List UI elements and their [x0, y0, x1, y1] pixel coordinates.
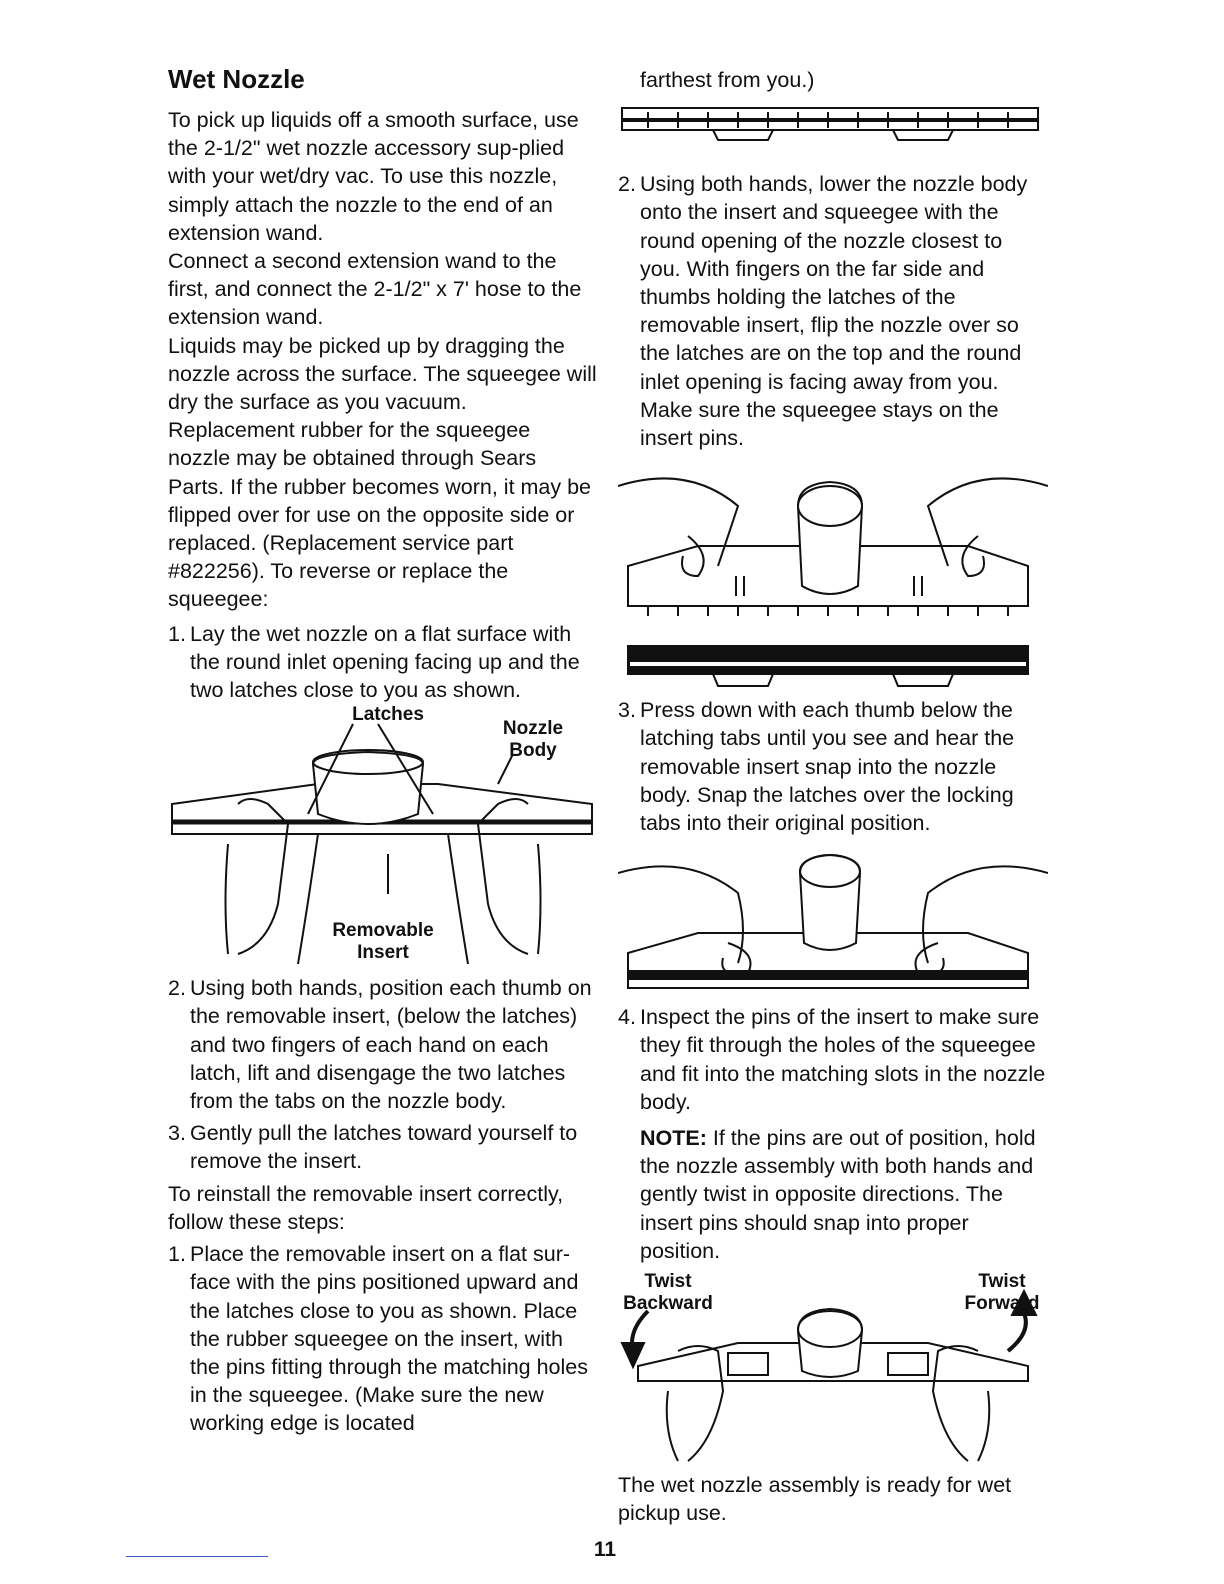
footer-rule: [126, 1556, 268, 1557]
figure-twist: [618, 1271, 1048, 1471]
note-paragraph: [618, 1124, 1048, 1265]
reinstall-step-3: 3. Press down with each thumb below the latching tabs until you see and hear the removable insert snap into the nozzle body. Snap the latches over the locking tabs into their original position.: [618, 698, 1015, 836]
insert-pins-illustration: [618, 100, 1048, 164]
figure-snap-latches: [618, 853, 1048, 1003]
reinstall-step-4: 4. Inspect the pins of the insert to make sure they fit through the holes of the squeegee and fit into the matching slots in the nozzle body.: [618, 1005, 1046, 1114]
reinstall-step-1: 1. Place the removable insert on a flat sur-face with the pins positioned upward and the latches close to you as shown. Place the rubber squeegee on the insert, with the pins fitting through the matching holes in the squeegee. (Make sure the new working edge is located: [168, 1242, 589, 1436]
figure-nozzle-latches: [168, 704, 598, 974]
label-latches: Latches: [352, 704, 424, 726]
note-text: If the pins are out of position, hold the nozzle assembly with both hands and gently twist in opposite directions. The insert pins should snap into proper position.: [640, 1126, 1036, 1263]
figure-insert-flat: [618, 100, 1048, 170]
remove-step-2: 2. Using both hands, position each thumb on the removable insert, (below the latches) and two fingers of each hand on each latch, lift and disengage the two latches from the tabs on the nozzle body.: [168, 976, 592, 1114]
reinstall-step-2: 2. Using both hands, lower the nozzle body onto the insert and squeegee with the round opening of the nozzle closest to you. With fingers on the far side and thumbs holding the latches of the removable insert, flip the nozzle over so the latches are on the top and the round inlet opening is facing away from you. Make sure the squeegee stays on the insert pins.: [618, 172, 1028, 451]
intro-paragraph-3: Liquids may be picked up by dragging the nozzle across the surface. The squeegee will dry the surface as you vacuum.: [168, 333, 597, 415]
remove-step-3: 3. Gently pull the latches toward yourself to remove the insert.: [168, 1121, 578, 1174]
lower-nozzle-illustration: [618, 466, 1048, 696]
intro-paragraph-1: To pick up liquids off a smooth surface, use the 2-1/2" wet nozzle accessory sup-plied with your wet/dry vac. To use this nozzle, simply attach the nozzle to the end of an extension wand.: [168, 108, 579, 245]
intro-paragraph-4: Replacement rubber for the squeegee nozzle may be obtained through Sears Parts. If the rubber becomes worn, it may be flipped over for use on the opposite side or replaced. (Replacement service part #822256). To reverse or replace the squeegee:: [168, 418, 592, 612]
intro-paragraph-2: Connect a second extension wand to the first, and connect the 2-1/2" x 7' hose to the extension wand.: [168, 249, 582, 330]
label-twist-backward: Twist Backward: [623, 1271, 713, 1315]
closing-text: The wet nozzle assembly is ready for wet pickup use.: [618, 1473, 1012, 1526]
label-twist-forward: Twist Forward: [964, 1271, 1040, 1315]
reinstall-intro: To reinstall the removable insert correctly, follow these steps:: [168, 1181, 564, 1234]
note-label: NOTE:: [640, 1126, 707, 1151]
left-column: [168, 58, 598, 1438]
continued-text: farthest from you.): [640, 68, 815, 92]
label-removable-insert: Removable Insert: [332, 920, 434, 964]
label-nozzle-body: Nozzle Body: [502, 718, 564, 762]
remove-step-1: 1. Lay the wet nozzle on a flat surface with the round inlet opening facing up and the two latches close to you as shown.: [168, 621, 580, 703]
right-column: [618, 66, 1048, 1527]
figure-lower-nozzle: [618, 466, 1048, 696]
page-number: 11: [593, 1538, 617, 1561]
section-heading: Wet Nozzle: [168, 64, 305, 94]
snap-latches-illustration: [618, 853, 1048, 1003]
